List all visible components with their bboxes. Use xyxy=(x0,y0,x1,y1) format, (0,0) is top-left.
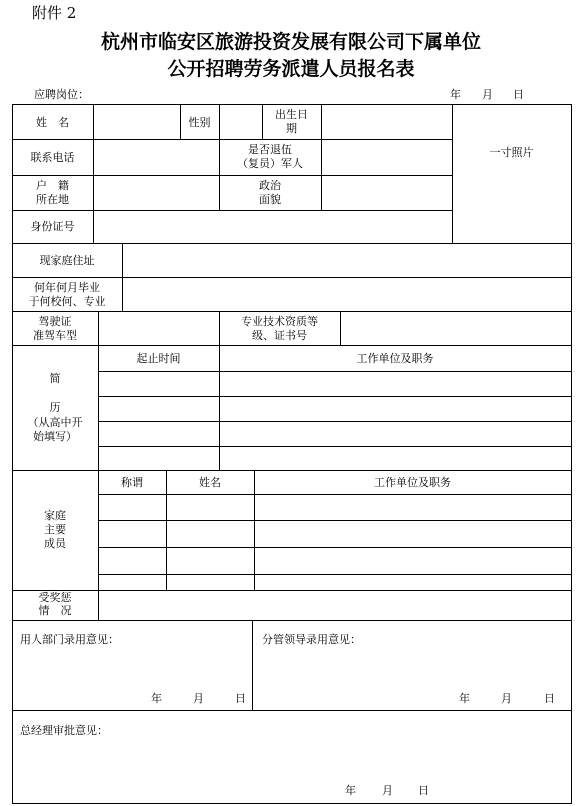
leader-opinion-label: 分管领导录用意见： xyxy=(262,633,361,646)
resume-label-line3: （从高中开 xyxy=(27,416,83,429)
birth-label-line1: 出生日 xyxy=(275,108,308,121)
gm-opinion-input[interactable] xyxy=(13,740,571,780)
resume-label-line1: 简 xyxy=(49,372,61,385)
dept-opinion-month: 月 xyxy=(193,692,204,705)
dept-opinion-input[interactable] xyxy=(13,650,252,690)
gender-input[interactable] xyxy=(220,105,262,139)
hukou-input[interactable] xyxy=(94,176,219,210)
resume-label-line4: 始填写） xyxy=(33,430,77,443)
awards-label-line2: 情 况 xyxy=(38,604,72,617)
certificate-label-line2: 级、证书号 xyxy=(252,329,307,342)
phone-label: 联系电话 xyxy=(30,151,75,164)
dept-opinion-label: 用人部门录用意见： xyxy=(20,633,119,646)
phone-input[interactable] xyxy=(94,140,219,175)
date-day-label: 日 xyxy=(513,88,524,101)
address-input[interactable] xyxy=(123,244,571,277)
name-label: 姓 名 xyxy=(36,116,69,129)
photo-placeholder[interactable]: 一寸照片 xyxy=(489,146,534,159)
form-title-line1: 杭州市临安区旅游投资发展有限公司下属单位 xyxy=(100,31,481,53)
family-col-name: 姓名 xyxy=(199,476,221,489)
license-input[interactable] xyxy=(99,312,219,345)
hukou-label-line2: 所在地 xyxy=(36,193,69,206)
veteran-label-line2: （复员）军人 xyxy=(237,157,303,170)
leader-opinion-day: 日 xyxy=(544,692,555,705)
license-label-line1: 驾驶证 xyxy=(38,315,72,328)
veteran-input[interactable] xyxy=(322,140,452,175)
certificate-input[interactable] xyxy=(341,312,571,345)
resume-col-work: 工作单位及职务 xyxy=(356,352,434,365)
dept-opinion-day: 日 xyxy=(235,692,246,705)
form-title-line2: 公开招聘劳务派遣人员报名表 xyxy=(167,58,415,80)
address-label: 现家庭住址 xyxy=(39,254,95,267)
family-entries-area[interactable] xyxy=(99,495,571,590)
annex-label: 附件 2 xyxy=(32,4,77,22)
awards-input[interactable] xyxy=(99,591,571,620)
gm-opinion-label: 总经理审批意见： xyxy=(20,724,108,737)
position-label: 应聘岗位： xyxy=(34,88,89,101)
hukou-label-line1: 户 籍 xyxy=(36,179,69,192)
name-input[interactable] xyxy=(94,105,180,139)
resume-col-period: 起止时间 xyxy=(136,352,181,365)
graduation-input[interactable] xyxy=(123,278,571,311)
gm-opinion-year: 年 xyxy=(345,784,356,797)
politics-label-line2: 面貌 xyxy=(259,193,281,206)
family-label-line2: 主要 xyxy=(44,523,66,536)
graduation-label-line1: 何年何月毕业 xyxy=(34,281,100,294)
position-input[interactable] xyxy=(100,86,430,101)
date-month-label: 月 xyxy=(482,88,493,101)
family-col-work: 工作单位及职务 xyxy=(374,476,451,489)
resume-entries-area[interactable] xyxy=(99,372,571,470)
politics-input[interactable] xyxy=(322,176,452,210)
gm-opinion-month: 月 xyxy=(382,784,393,797)
license-label-line2: 准驾车型 xyxy=(33,329,77,342)
family-label-line3: 成员 xyxy=(44,537,66,550)
id-input[interactable] xyxy=(94,211,452,243)
politics-label-line1: 政治 xyxy=(259,179,281,192)
birth-label-line2: 期 xyxy=(286,122,297,135)
leader-opinion-input[interactable] xyxy=(253,650,571,690)
birth-date-input[interactable] xyxy=(322,105,452,139)
gm-opinion-day: 日 xyxy=(418,784,429,797)
certificate-label-line1: 专业技术资质等 xyxy=(241,315,318,328)
veteran-label-line1: 是否退伍 xyxy=(248,143,292,156)
leader-opinion-year: 年 xyxy=(459,692,470,705)
resume-label-line2: 历 xyxy=(49,401,61,414)
awards-label-line1: 受奖惩 xyxy=(38,591,72,604)
family-label-line1: 家庭 xyxy=(44,509,66,522)
graduation-label-line2: 于何校何、专业 xyxy=(28,295,106,308)
leader-opinion-month: 月 xyxy=(501,692,512,705)
date-year-label: 年 xyxy=(450,88,461,101)
family-col-relation: 称谓 xyxy=(121,476,143,489)
id-label: 身份证号 xyxy=(30,220,75,233)
dept-opinion-year: 年 xyxy=(151,692,162,705)
gender-label: 性别 xyxy=(188,116,211,129)
